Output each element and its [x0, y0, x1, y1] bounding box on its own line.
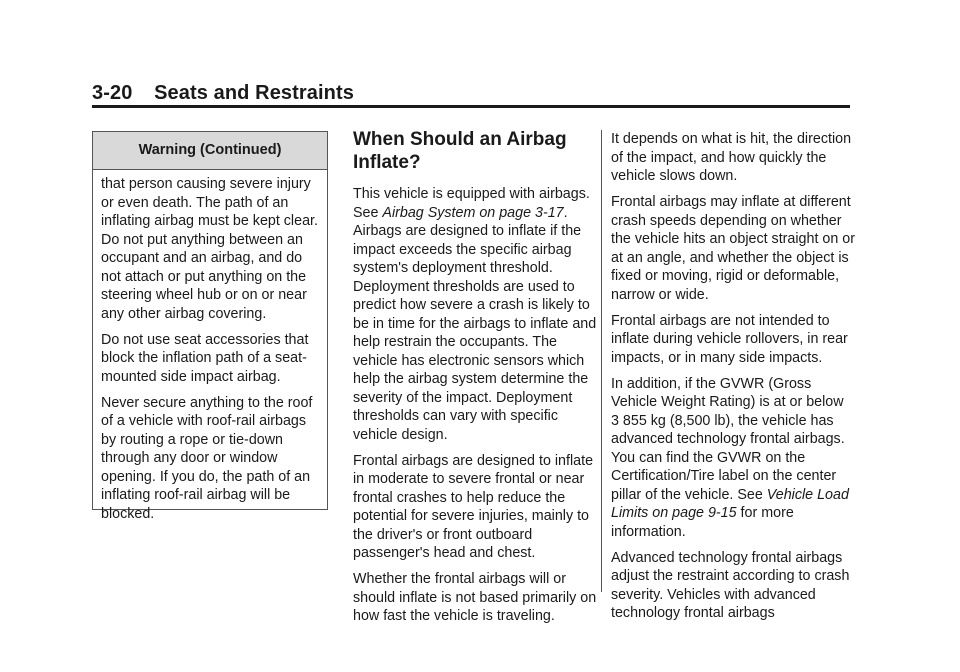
text-run: . Airbags are designed to inflate if the impact exceeds the specific airbag system's deployment threshold. Deployment thresholds are used to predict how severe a crash is likely to be in time for the airbags to inflate and help restrain the occupants. The vehicle has electronic sensors which help the airbag system determine the severity of the impact. Deployment thresholds can vary with specific vehicle design. [353, 204, 597, 443]
warning-paragraph: that person causing severe injury or even death. The path of an inflating airbag must be kept clear. Do not put anything between an occupant and an airbag, and do not attach or put anything on the steering wheel hub or on or near any other airbag covering. [101, 176, 318, 322]
page-header [92, 82, 354, 105]
body-paragraph: Frontal airbags are not intended to inflate during vehicle rollovers, in rear impacts, or in many side impacts. [611, 312, 848, 366]
body-paragraph: Frontal airbags are designed to inflate in moderate to severe frontal or near frontal crashes to help reduce the potential for severe injuries, mainly to the driver's or front outboard passenger's head and chest. [353, 452, 594, 561]
warning-paragraph: Do not use seat accessories that block the inflation path of a seat-mounted side impact airbag. [101, 331, 309, 385]
right-column [611, 130, 855, 630]
body-paragraph [611, 375, 855, 542]
section-heading: When Should an Airbag Inflate? [353, 129, 567, 173]
column-divider [601, 130, 602, 592]
text-run: for more information. [611, 505, 794, 540]
cross-reference-link[interactable]: Airbag System on page 3-17 [382, 204, 564, 221]
cross-reference-link[interactable]: Vehicle Load Limits on page 9-15 [611, 486, 849, 521]
body-paragraph: It depends on what is hit, the direction of the impact, and how quickly the vehicle slows down. [611, 131, 852, 184]
text-run: In addition, if the GVWR (Gross Vehicle Weight Rating) is at or below 3 855 kg (8,500 lb), the vehicle has advanced technology frontal airbags. You can find the GVWR on the Certification/Tire label on the center pillar of the vehicle. See [611, 375, 845, 503]
section-title: Seats and Restraints [154, 82, 354, 104]
body-paragraph [353, 185, 599, 444]
warning-paragraph: Never secure anything to the roof of a vehicle with roof-rail airbags by routing a rope or tie-down through any door or window opening. If you do, the path of an inflating roof-rail airbag will be blocked. [101, 394, 313, 522]
warning-box [92, 131, 328, 522]
body-paragraph: Advanced technology frontal airbags adjust the restraint according to crash severity. Vehicles with advanced technology frontal airbags [611, 549, 850, 621]
text-run: This vehicle is equipped with airbags. See [353, 186, 590, 221]
body-paragraph: Whether the frontal airbags will or should inflate is not based primarily on how fast the vehicle is traveling. [353, 571, 597, 624]
warning-body [93, 170, 327, 523]
middle-column [353, 128, 599, 633]
body-paragraph: Frontal airbags may inflate at different crash speeds depending on whether the vehicle hits an object straight on or at an angle, and whether the object is fixed or moving, rigid or deformable, narrow or wide. [611, 194, 855, 303]
header-rule [92, 105, 850, 108]
page-number: 3-20 [92, 82, 133, 104]
warning-title: Warning (Continued) [93, 132, 327, 170]
